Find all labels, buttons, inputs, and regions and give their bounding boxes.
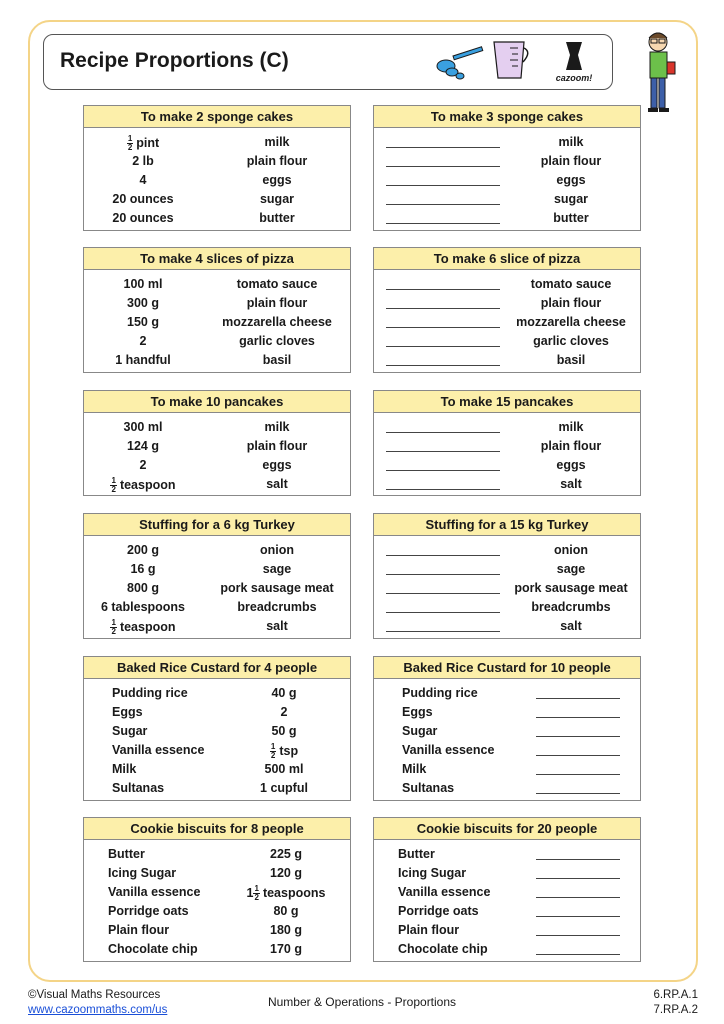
answer-line[interactable] (386, 631, 500, 632)
answer-line[interactable] (386, 147, 500, 148)
recipe-card-cookies-8 (83, 817, 351, 962)
ingredient: basil (262, 353, 292, 367)
quantity: $\frac{1}{2}$ pint (127, 134, 160, 152)
recipe-row (84, 332, 350, 351)
answer-row (374, 294, 640, 313)
recipe-row (84, 275, 350, 294)
footer-topic: Number & Operations - Proportions (267, 995, 457, 1009)
quantity: 50 g (271, 724, 297, 738)
recipe-row (84, 209, 350, 228)
recipe-row (84, 779, 350, 798)
card-title: Cookie biscuits for 20 people (374, 818, 640, 840)
recipe-row (84, 152, 350, 171)
answer-row (374, 209, 640, 228)
recipe-row (84, 845, 350, 864)
ingredient: plain flour (540, 296, 602, 310)
quantity: 2 (280, 705, 288, 719)
ingredient: Sultanas (402, 781, 455, 795)
recipe-row (84, 171, 350, 190)
answer-line[interactable] (536, 935, 620, 936)
answer-line[interactable] (536, 954, 620, 955)
ingredient: eggs (556, 173, 586, 187)
card-title: Stuffing for a 6 kg Turkey (84, 514, 350, 536)
answer-line[interactable] (536, 755, 620, 756)
ingredient: Plain flour (398, 923, 460, 937)
answer-line[interactable] (536, 774, 620, 775)
answer-row (374, 864, 640, 883)
recipe-card-sponge-2 (83, 105, 351, 231)
ingredient: plain flour (246, 154, 308, 168)
quantity: 180 g (270, 923, 302, 937)
recipe-card-custard-10 (373, 656, 641, 801)
answer-line[interactable] (386, 327, 500, 328)
quantity: 80 g (273, 904, 299, 918)
recipe-row (84, 418, 350, 437)
quantity: 124 g (127, 439, 159, 453)
answer-line[interactable] (536, 859, 620, 860)
answer-line[interactable] (536, 878, 620, 879)
ingredient: Eggs (402, 705, 433, 719)
ingredient: sugar (259, 192, 295, 206)
answer-row (374, 598, 640, 617)
answer-line[interactable] (386, 574, 500, 575)
answer-row (374, 684, 640, 703)
quantity: 20 ounces (112, 211, 174, 225)
recipe-row (84, 617, 350, 636)
ingredient: pork sausage meat (514, 581, 628, 595)
answer-row (374, 475, 640, 494)
answer-line[interactable] (386, 346, 500, 347)
recipe-row (84, 560, 350, 579)
answer-line[interactable] (536, 698, 620, 699)
ingredient: sage (556, 562, 586, 576)
recipe-row (84, 883, 350, 902)
copyright-text: ©Visual Maths Resources (28, 989, 161, 1001)
answer-row (374, 541, 640, 560)
answer-row (374, 722, 640, 741)
answer-row (374, 760, 640, 779)
ingredient: Butter (398, 847, 435, 861)
answer-row (374, 940, 640, 959)
answer-line[interactable] (386, 451, 500, 452)
ingredient: Chocolate chip (398, 942, 488, 956)
answer-row (374, 332, 640, 351)
quantity: 1 $\frac{1}{2}$ teaspoons (246, 884, 326, 902)
answer-row (374, 351, 640, 370)
recipe-row (84, 864, 350, 883)
answer-line[interactable] (386, 289, 500, 290)
ingredient: garlic cloves (239, 334, 315, 348)
recipe-row (84, 541, 350, 560)
answer-row (374, 456, 640, 475)
website-link[interactable]: www.cazoommaths.com/us (28, 1004, 168, 1016)
ingredient: sugar (553, 192, 589, 206)
answer-row (374, 152, 640, 171)
card-title: Baked Rice Custard for 4 people (84, 657, 350, 679)
answer-line[interactable] (386, 308, 500, 309)
ingredient: Icing Sugar (108, 866, 177, 880)
ingredient: Vanilla essence (402, 743, 495, 757)
answer-line[interactable] (536, 897, 620, 898)
recipe-row (84, 579, 350, 598)
card-title: To make 3 sponge cakes (374, 106, 640, 128)
quantity: 20 ounces (112, 192, 174, 206)
ingredient: breadcrumbs (531, 600, 611, 614)
fraction: $\frac{1}{2}$ (111, 476, 116, 494)
recipe-row (84, 598, 350, 617)
recipe-card-custard-4 (83, 656, 351, 801)
ingredient: onion (259, 543, 294, 557)
quantity: 16 g (130, 562, 156, 576)
ingredient: plain flour (246, 296, 308, 310)
answer-line[interactable] (386, 223, 500, 224)
card-title: To make 6 slice of pizza (374, 248, 640, 270)
quantity: $\frac{1}{2}$ teaspoon (111, 476, 176, 494)
ingredient: basil (556, 353, 586, 367)
ingredient: milk (558, 135, 584, 149)
quantity: 6 tablespoons (100, 600, 186, 614)
recipe-row (84, 741, 350, 760)
measuring-jug-icon (488, 38, 534, 82)
ingredient: milk (264, 420, 290, 434)
recipe-card-turkey-15 (373, 513, 641, 639)
answer-line[interactable] (536, 717, 620, 718)
answer-row (374, 190, 640, 209)
answer-line[interactable] (386, 612, 500, 613)
recipe-row (84, 902, 350, 921)
ingredient: Sugar (402, 724, 438, 738)
card-title: To make 2 sponge cakes (84, 106, 350, 128)
answer-row (374, 133, 640, 152)
ingredient: eggs (262, 458, 292, 472)
recipe-row (84, 437, 350, 456)
ingredient: Pudding rice (402, 686, 478, 700)
recipe-row (84, 760, 350, 779)
ingredient: breadcrumbs (237, 600, 317, 614)
recipe-row (84, 475, 350, 494)
card-title: Cookie biscuits for 8 people (84, 818, 350, 840)
card-title: To make 15 pancakes (374, 391, 640, 413)
answer-row (374, 703, 640, 722)
fraction: $\frac{1}{2}$ (270, 742, 276, 760)
ingredient: salt (266, 477, 288, 491)
answer-row (374, 275, 640, 294)
quantity: 225 g (270, 847, 302, 861)
standard-code: 7.RP.A.2 (653, 1004, 698, 1016)
ingredient: milk (558, 420, 584, 434)
recipe-card-pizza-6 (373, 247, 641, 373)
quantity: 170 g (270, 942, 302, 956)
card-title: To make 10 pancakes (84, 391, 350, 413)
answer-row (374, 313, 640, 332)
ingredient: plain flour (540, 439, 602, 453)
quantity: 100 ml (123, 277, 163, 291)
fraction: $\frac{1}{2}$ (111, 618, 116, 636)
recipe-row (84, 313, 350, 332)
recipe-row (84, 190, 350, 209)
ingredient: garlic cloves (533, 334, 609, 348)
cazoom-logo (548, 38, 600, 86)
recipe-row (84, 921, 350, 940)
answer-line[interactable] (536, 736, 620, 737)
ingredient: butter (259, 211, 295, 225)
ingredient: eggs (262, 173, 292, 187)
quantity: 800 g (127, 581, 159, 595)
teacher-character-icon (640, 28, 680, 116)
recipe-row (84, 722, 350, 741)
recipe-row (84, 133, 350, 152)
ingredient: Icing Sugar (398, 866, 467, 880)
recipe-card-turkey-6 (83, 513, 351, 639)
answer-line[interactable] (386, 185, 500, 186)
answer-line[interactable] (536, 793, 620, 794)
recipe-row (84, 703, 350, 722)
recipe-row (84, 351, 350, 370)
answer-row (374, 617, 640, 636)
ingredient: Vanilla essence (398, 885, 491, 899)
answer-line[interactable] (386, 166, 500, 167)
ingredient: Chocolate chip (108, 942, 198, 956)
answer-line[interactable] (386, 365, 500, 366)
answer-row (374, 560, 640, 579)
card-title: To make 4 slices of pizza (84, 248, 350, 270)
ingredient: Butter (108, 847, 145, 861)
ingredient: butter (553, 211, 589, 225)
recipe-row (84, 456, 350, 475)
ingredient: Milk (402, 762, 427, 776)
ingredient: salt (560, 619, 582, 633)
answer-row (374, 883, 640, 902)
quantity: $\frac{1}{2}$ teaspoon (111, 618, 176, 636)
ingredient: mozzarella cheese (516, 315, 626, 329)
card-title: Stuffing for a 15 kg Turkey (374, 514, 640, 536)
answer-row (374, 845, 640, 864)
ingredient: milk (264, 135, 290, 149)
ingredient: plain flour (246, 439, 308, 453)
answer-line[interactable] (386, 204, 500, 205)
recipe-card-cookies-20 (373, 817, 641, 962)
ingredient: tomato sauce (530, 277, 612, 291)
answer-line[interactable] (386, 555, 500, 556)
ingredient: Plain flour (108, 923, 170, 937)
ingredient: Sultanas (112, 781, 165, 795)
ingredient: Sugar (112, 724, 148, 738)
quantity: 120 g (270, 866, 302, 880)
answer-line[interactable] (386, 489, 500, 490)
fraction: $\frac{1}{2}$ (127, 134, 133, 152)
answer-line[interactable] (536, 916, 620, 917)
answer-row (374, 741, 640, 760)
quantity: 500 ml (264, 762, 304, 776)
quantity: 300 ml (123, 420, 163, 434)
recipe-row (84, 940, 350, 959)
standard-code: 6.RP.A.1 (653, 989, 698, 1001)
ingredient: Pudding rice (112, 686, 188, 700)
ingredient: tomato sauce (236, 277, 318, 291)
quantity: 4 (139, 173, 147, 187)
footer-standards (653, 988, 698, 1018)
ingredient: Milk (112, 762, 137, 776)
ingredient: salt (266, 619, 288, 633)
quantity: 200 g (127, 543, 159, 557)
quantity: 1 handful (115, 353, 171, 367)
recipe-row (84, 684, 350, 703)
answer-row (374, 437, 640, 456)
ingredient: Vanilla essence (108, 885, 201, 899)
ingredient: sage (262, 562, 292, 576)
ingredient: plain flour (540, 154, 602, 168)
quantity: 2 (139, 334, 147, 348)
quantity: 150 g (127, 315, 159, 329)
cazoom-logo-icon (563, 41, 585, 71)
fraction: $\frac{1}{2}$ (254, 884, 259, 902)
answer-row (374, 902, 640, 921)
answer-row (374, 418, 640, 437)
answer-line[interactable] (386, 432, 500, 433)
answer-row (374, 171, 640, 190)
ingredient: salt (560, 477, 582, 491)
ingredient: mozzarella cheese (222, 315, 332, 329)
ingredient: Eggs (112, 705, 143, 719)
recipe-row (84, 294, 350, 313)
page-title: Recipe Proportions (C) (60, 49, 289, 72)
answer-line[interactable] (386, 470, 500, 471)
answer-row (374, 779, 640, 798)
quantity: 40 g (271, 686, 297, 700)
measuring-spoons-icon (436, 44, 486, 80)
card-title: Baked Rice Custard for 10 people (374, 657, 640, 679)
recipe-card-sponge-3 (373, 105, 641, 231)
ingredient: Porridge oats (398, 904, 479, 918)
ingredient: eggs (556, 458, 586, 472)
recipe-card-pancakes-10 (83, 390, 351, 496)
ingredient: onion (553, 543, 588, 557)
quantity: 300 g (127, 296, 159, 310)
logo-text: cazoom! (555, 73, 593, 83)
answer-line[interactable] (386, 593, 500, 594)
quantity: 1 cupful (260, 781, 308, 795)
ingredient: Porridge oats (108, 904, 189, 918)
recipe-card-pizza-4 (83, 247, 351, 373)
quantity: 2 (139, 458, 147, 472)
quantity: 2 lb (132, 154, 154, 168)
quantity: $\frac{1}{2}$ tsp (270, 742, 299, 760)
ingredient: Vanilla essence (112, 743, 205, 757)
answer-row (374, 579, 640, 598)
ingredient: pork sausage meat (220, 581, 334, 595)
answer-row (374, 921, 640, 940)
recipe-card-pancakes-15 (373, 390, 641, 496)
